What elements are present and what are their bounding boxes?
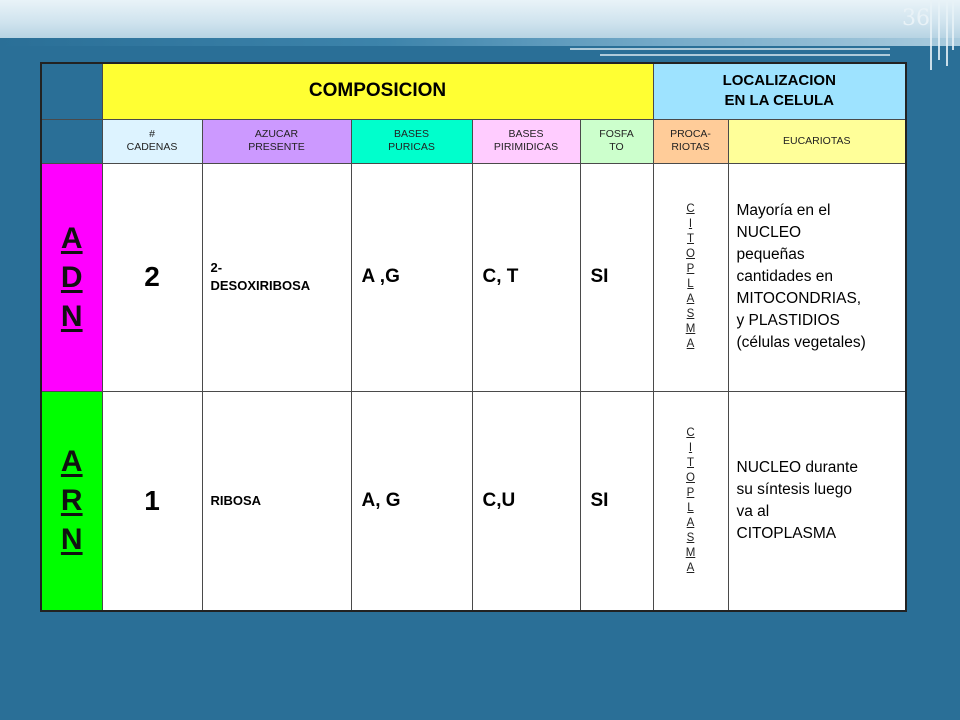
cell-fosfato: SI — [580, 391, 653, 611]
cell-procariotas — [653, 163, 728, 391]
cell-procariotas — [653, 391, 728, 611]
vertical-letter: S — [686, 531, 695, 544]
cell-bases-puricas: A, G — [351, 391, 472, 611]
row-label-adn — [41, 163, 102, 391]
subheader-text: CADENAS — [126, 141, 178, 153]
subheader-text: PIRIMIDICAS — [493, 141, 559, 153]
cell-eucariotas-line: MITOCONDRIAS, — [736, 290, 862, 307]
vertical-letter: M — [685, 546, 696, 559]
row-label-letter: D — [60, 260, 83, 294]
subheader-text: RIOTAS — [671, 141, 710, 153]
cell-azucar-line: 2- — [210, 260, 223, 275]
vertical-letter: T — [686, 233, 695, 245]
page-number: 36 — [902, 6, 930, 31]
subheader-procariotas — [653, 119, 728, 163]
row-label-letter: R — [60, 484, 83, 518]
header-localizacion-line1: LOCALIZACION — [722, 72, 836, 90]
row-label-letter: N — [60, 523, 83, 557]
header-localizacion-line2: EN LA CELULA — [724, 92, 834, 110]
cell-azucar-line: DESOXIRIBOSA — [210, 278, 311, 293]
row-label-letter: N — [60, 299, 83, 333]
cell-eucariotas-line: cantidades en — [736, 268, 834, 285]
subheader-eucariotas — [728, 119, 906, 163]
decor-line — [600, 54, 890, 56]
cell-bases-puricas: A ,G — [351, 163, 472, 391]
vertical-letter: A — [686, 516, 695, 529]
cell-eucariotas-line: va al — [736, 502, 770, 520]
subheader-text: EUCARIOTAS — [783, 134, 851, 147]
decor-line — [952, 0, 954, 50]
vertical-letter: L — [687, 501, 694, 514]
slide-header-band — [0, 0, 960, 38]
subheader-text: BASES — [508, 128, 544, 140]
corner-cell — [41, 63, 102, 119]
row-label-letter: A — [60, 445, 83, 479]
vertical-letter: A — [686, 293, 695, 305]
vertical-letter: S — [686, 308, 695, 320]
subheader-bases-pirimidicas — [472, 119, 580, 163]
decor-line — [938, 0, 940, 60]
row-label-arn — [41, 391, 102, 611]
vertical-letter: A — [686, 338, 695, 350]
subheader-text: TO — [609, 141, 624, 153]
vertical-letter: C — [686, 203, 695, 215]
decor-line — [946, 0, 948, 66]
vertical-letter: P — [686, 263, 695, 275]
decor-line — [570, 48, 890, 50]
cell-eucariotas-line: CITOPLASMA — [736, 524, 837, 542]
subheader-bases-puricas — [351, 119, 472, 163]
vertical-letter: A — [686, 561, 695, 574]
cell-eucariotas — [728, 391, 906, 611]
vertical-letter: P — [686, 486, 695, 499]
cell-eucariotas-line: NUCLEO — [736, 224, 802, 241]
vertical-letter: I — [688, 441, 693, 454]
subheader-text: PRESENTE — [248, 141, 305, 153]
cell-azucar-line: RIBOSA — [210, 492, 262, 508]
vertical-letter: M — [685, 323, 696, 335]
cell-eucariotas — [728, 163, 906, 391]
cell-azucar — [202, 391, 351, 611]
subheader-text: # — [149, 128, 155, 140]
subheader-text: AZUCAR — [254, 128, 299, 140]
subheader-azucar — [202, 119, 351, 163]
cell-azucar — [202, 163, 351, 391]
subheader-cadenas — [102, 119, 202, 163]
cell-cadenas: 1 — [102, 391, 202, 611]
subheader-text: PURICAS — [388, 141, 435, 153]
subheader-text: FOSFA — [599, 128, 634, 140]
cell-bases-pirimidicas: C, T — [472, 163, 580, 391]
cell-eucariotas-line: NUCLEO durante — [736, 458, 858, 476]
header-localizacion — [653, 63, 906, 119]
subheader-text: PROCA- — [670, 128, 711, 140]
cell-bases-pirimidicas: C,U — [472, 391, 580, 611]
vertical-letter: I — [688, 218, 693, 230]
vertical-letter: L — [687, 278, 694, 290]
subheader-text: BASES — [393, 128, 430, 140]
vertical-letter: T — [686, 456, 695, 469]
vertical-letter: C — [686, 426, 695, 439]
slide-header-gradient-line — [0, 38, 960, 46]
corner-cell — [41, 119, 102, 163]
subheader-fosfato — [580, 119, 653, 163]
header-composicion: COMPOSICION — [102, 63, 653, 119]
vertical-letter: O — [686, 471, 695, 484]
cell-eucariotas-line: y PLASTIDIOS — [736, 312, 840, 329]
cell-eucariotas-line: su síntesis luego — [736, 480, 852, 498]
cell-eucariotas-line: pequeñas — [736, 246, 805, 263]
cell-eucariotas-line: Mayoría en el — [736, 202, 831, 219]
vertical-letter: O — [686, 248, 695, 260]
cell-eucariotas-line: (células vegetales) — [736, 334, 866, 351]
nucleic-acid-comparison-table — [40, 62, 907, 612]
row-label-letter: A — [60, 221, 83, 255]
cell-cadenas: 2 — [102, 163, 202, 391]
cell-fosfato: SI — [580, 163, 653, 391]
